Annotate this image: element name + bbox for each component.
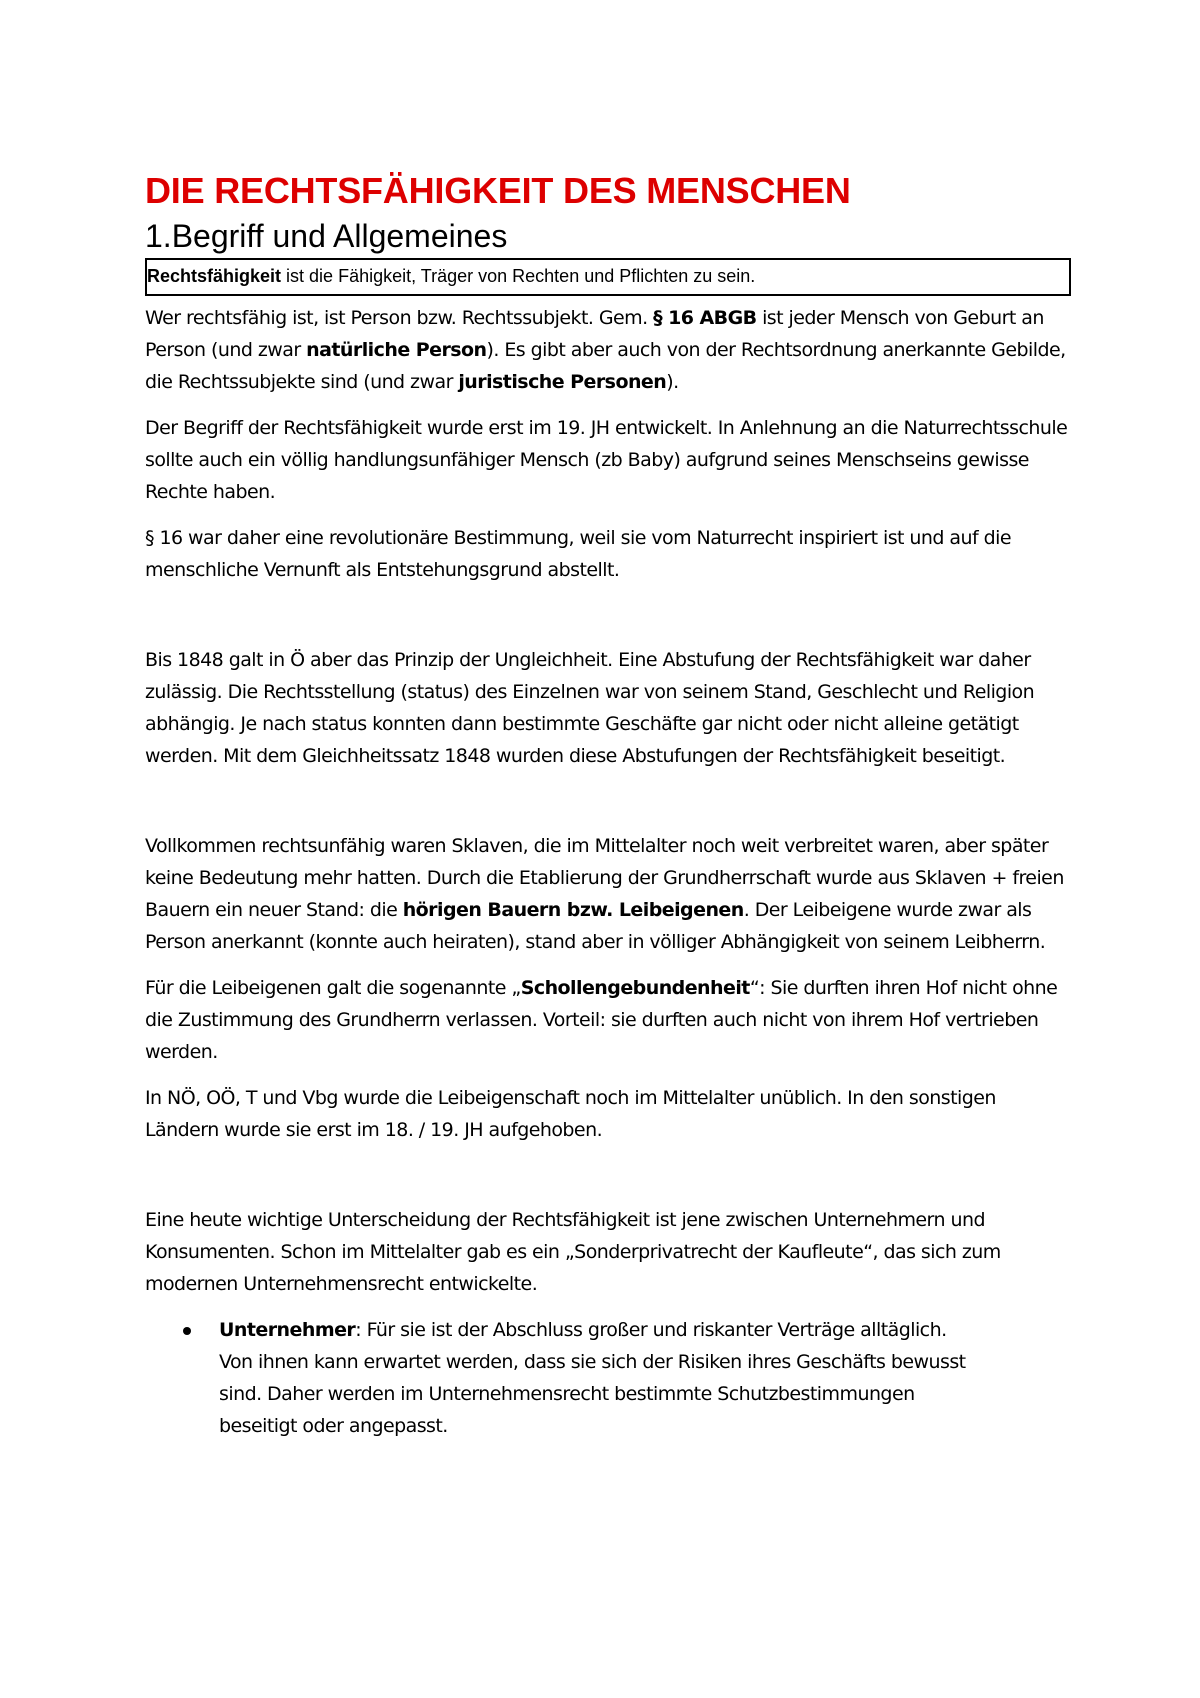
p5-text-c: . Der Leibeigene wurde zwar als Person anerkannt (konnte auch heiraten), stand aber in völliger Abhängigkeit von seinem Leibherrn. (145, 899, 1046, 953)
p1-bold-natuerliche: natürliche Person (306, 339, 487, 361)
section-heading: 1.Begriff und Allgemeines (145, 218, 508, 254)
paragraph-leibeigenschaft: In NÖ, OÖ, T und Vbg wurde die Leibeigenschaft noch im Mittelalter unüblich. In den sonstigen Ländern wurde sie erst im 18. / 19. JH aufgehoben. (145, 1087, 996, 1141)
p6-text-c: “: Sie durften ihren Hof nicht ohne die Zustimmung des Grundherrn verlassen. Vorteil: sie durften auch nicht von ihrem Hof vertrieben werden. (145, 977, 1058, 1063)
page-title: DIE RECHTSFÄHIGKEIT DES MENSCHEN (145, 170, 851, 211)
p1-text-e: ). Es gibt aber auch von der Rechtsordnung anerkannte Gebilde, die Rechtssubjekte sind (und zwar (145, 339, 1066, 393)
paragraph-schollengebundenheit (145, 972, 1075, 1068)
document-content (145, 170, 1075, 1442)
p5-bold-leibeigene: hörigen Bauern bzw. Leibeigenen (402, 899, 744, 921)
list-item-text: : Für sie ist der Abschluss großer und riskanter Verträge alltäglich. Von ihnen kann erwartet werden, dass sie sich der Risiken ihres Geschäfts bewusst sind. Daher werden im Unternehmensrecht bestimmte Schutzbestimmungen beseitigt oder angepasst. (219, 1319, 966, 1437)
paragraph-paragraph16: § 16 war daher eine revolutionäre Bestimmung, weil sie vom Naturrecht inspiriert ist und auf die menschliche Vernunft als Entstehungsgrund abstellt. (145, 527, 1012, 581)
p1-text-c: ist jeder Mensch von Geburt an Person (und zwar (145, 307, 1044, 361)
p6-bold-schollengebundenheit: Schollengebundenheit (520, 977, 750, 999)
definition-text: ist die Fähigkeit, Träger von Rechten und Pflichten zu sein. (281, 266, 756, 286)
p1-bold-abgb: § 16 ABGB (653, 307, 757, 329)
p1-text-a: Wer rechtsfähig ist, ist Person bzw. Rechtssubjekt. Gem. (145, 307, 654, 329)
paragraph-begriff: Der Begriff der Rechtsfähigkeit wurde erst im 19. JH entwickelt. In Anlehnung an die Naturrechtsschule sollte auch ein völlig handlungsunfähiger Mensch (zb Baby) aufgrund seines Menschseins gewisse Rechte haben. (145, 417, 1068, 503)
list-item-term: Unternehmer (219, 1319, 356, 1341)
p1-bold-juristische: juristische Personen (458, 371, 667, 393)
paragraph-person (145, 302, 1075, 398)
bullet-icon (183, 1327, 191, 1335)
p1-text-g: ). (666, 371, 679, 393)
paragraph-unternehmer-konsumenten: Eine heute wichtige Unterscheidung der Rechtsfähigkeit ist jene zwischen Unternehmern und Konsumenten. Schon im Mittelalter gab es ein „Sonderprivatrecht der Kaufleute“, das sich zum modernen Unternehmensrecht entwickelte. (145, 1209, 1001, 1295)
paragraph-ungleichheit: Bis 1848 galt in Ö aber das Prinzip der Ungleichheit. Eine Abstufung der Rechtsfähigkeit war daher zulässig. Die Rechtsstellung (status) des Einzelnen war von seinem Stand, Geschlecht und Religion abhängig. Je nach status konnten dann bestimmte Geschäfte gar nicht oder nicht alleine getätigt werden. Mit dem Gleichheitssatz 1848 wurden diese Abstufungen der Rechtsfähigkeit beseitigt. (145, 649, 1035, 767)
p6-text-a: Für die Leibeigenen galt die sogenannte „ (145, 977, 521, 999)
paragraph-sklaven (145, 830, 1075, 958)
definition-term: Rechtsfähigkeit (147, 266, 282, 286)
bullet-list (145, 1314, 1075, 1442)
definition-box (145, 258, 1071, 296)
p5-text-a: Vollkommen rechtsunfähig waren Sklaven, die im Mittelalter noch weit verbreitet waren, aber später keine Bedeutung mehr hatten. Durch die Etablierung der Grundherrschaft wurde aus Sklaven + freien Bauern ein neuer Stand: die (145, 835, 1064, 921)
list-item (145, 1314, 979, 1442)
